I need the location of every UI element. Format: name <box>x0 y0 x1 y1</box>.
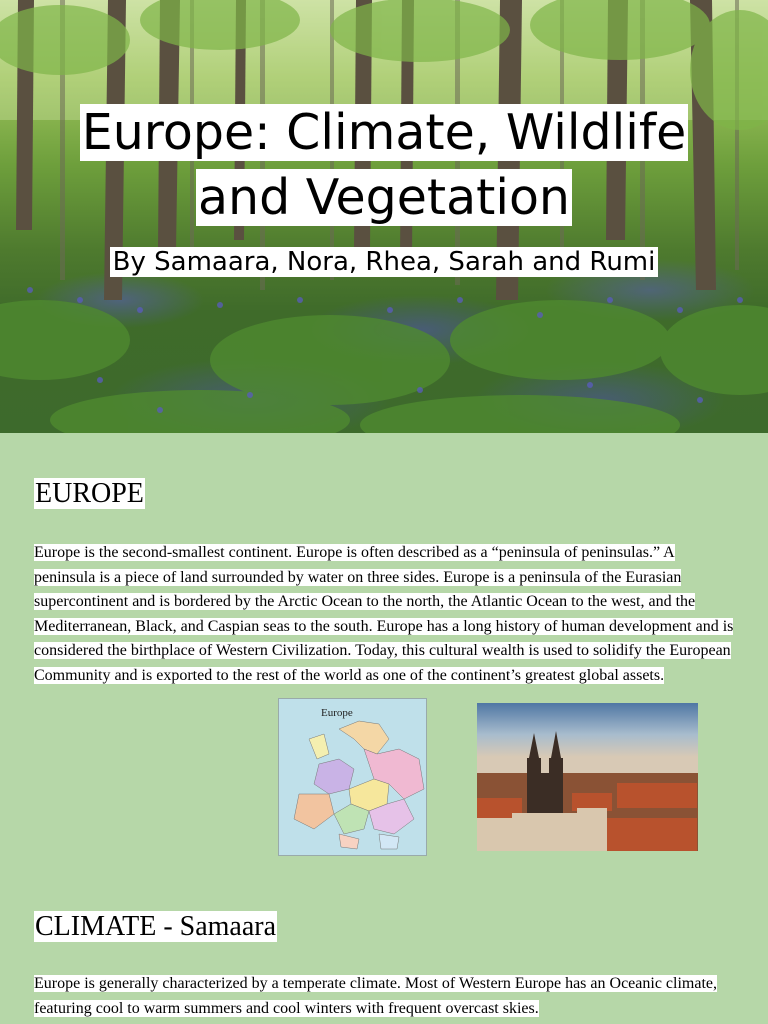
climate-paragraph-text: Europe is generally characterized by a temperate climate. Most of Western Europe has an Oceanic climate, featuring cool to warm summers and cool winters with frequent overcast skies. <box>34 975 717 1017</box>
authors-subtitle-text: By Samaara, Nora, Rhea, Sarah and Rumi <box>110 247 659 277</box>
authors-subtitle <box>0 245 768 279</box>
hero-forest-image <box>0 0 768 433</box>
prague-city-photo <box>477 703 698 851</box>
europe-map-illustration <box>279 699 427 856</box>
title-line-2 <box>0 166 768 230</box>
europe-paragraph-text: Europe is the second-smallest continent. Europe is often described as a “peninsula of peninsulas.” A peninsula is a piece of land surrounded by water on three sides. Europe is a peninsula of the Eurasian supercontinent and is bordered by the Arctic Ocean to the north, the Atlantic Ocean to the west, and the Mediterranean, Black, and Caspian seas to the south. Europe has a long history of human development and is considered the birthplace of Western Civilization. Today, this cultural wealth is used to solidify the European Community and is exported to the rest of the world as one of the continent’s greatest global assets. <box>34 544 734 684</box>
section-heading-climate-text: CLIMATE - Samaara <box>35 911 277 942</box>
europe-map-image <box>278 698 427 856</box>
climate-paragraph <box>34 972 734 1021</box>
section-heading-europe <box>34 478 145 510</box>
section-heading-climate <box>34 911 277 943</box>
prague-skyline-illustration <box>477 703 698 851</box>
map-title-label: Europe <box>321 707 353 719</box>
europe-paragraph <box>34 541 734 688</box>
title-line-1 <box>0 101 768 165</box>
section-heading-europe-text: EUROPE <box>35 478 144 509</box>
title-line-1-text: Europe: Climate, Wildlife <box>81 104 687 161</box>
title-line-2-text: and Vegetation <box>198 169 570 226</box>
